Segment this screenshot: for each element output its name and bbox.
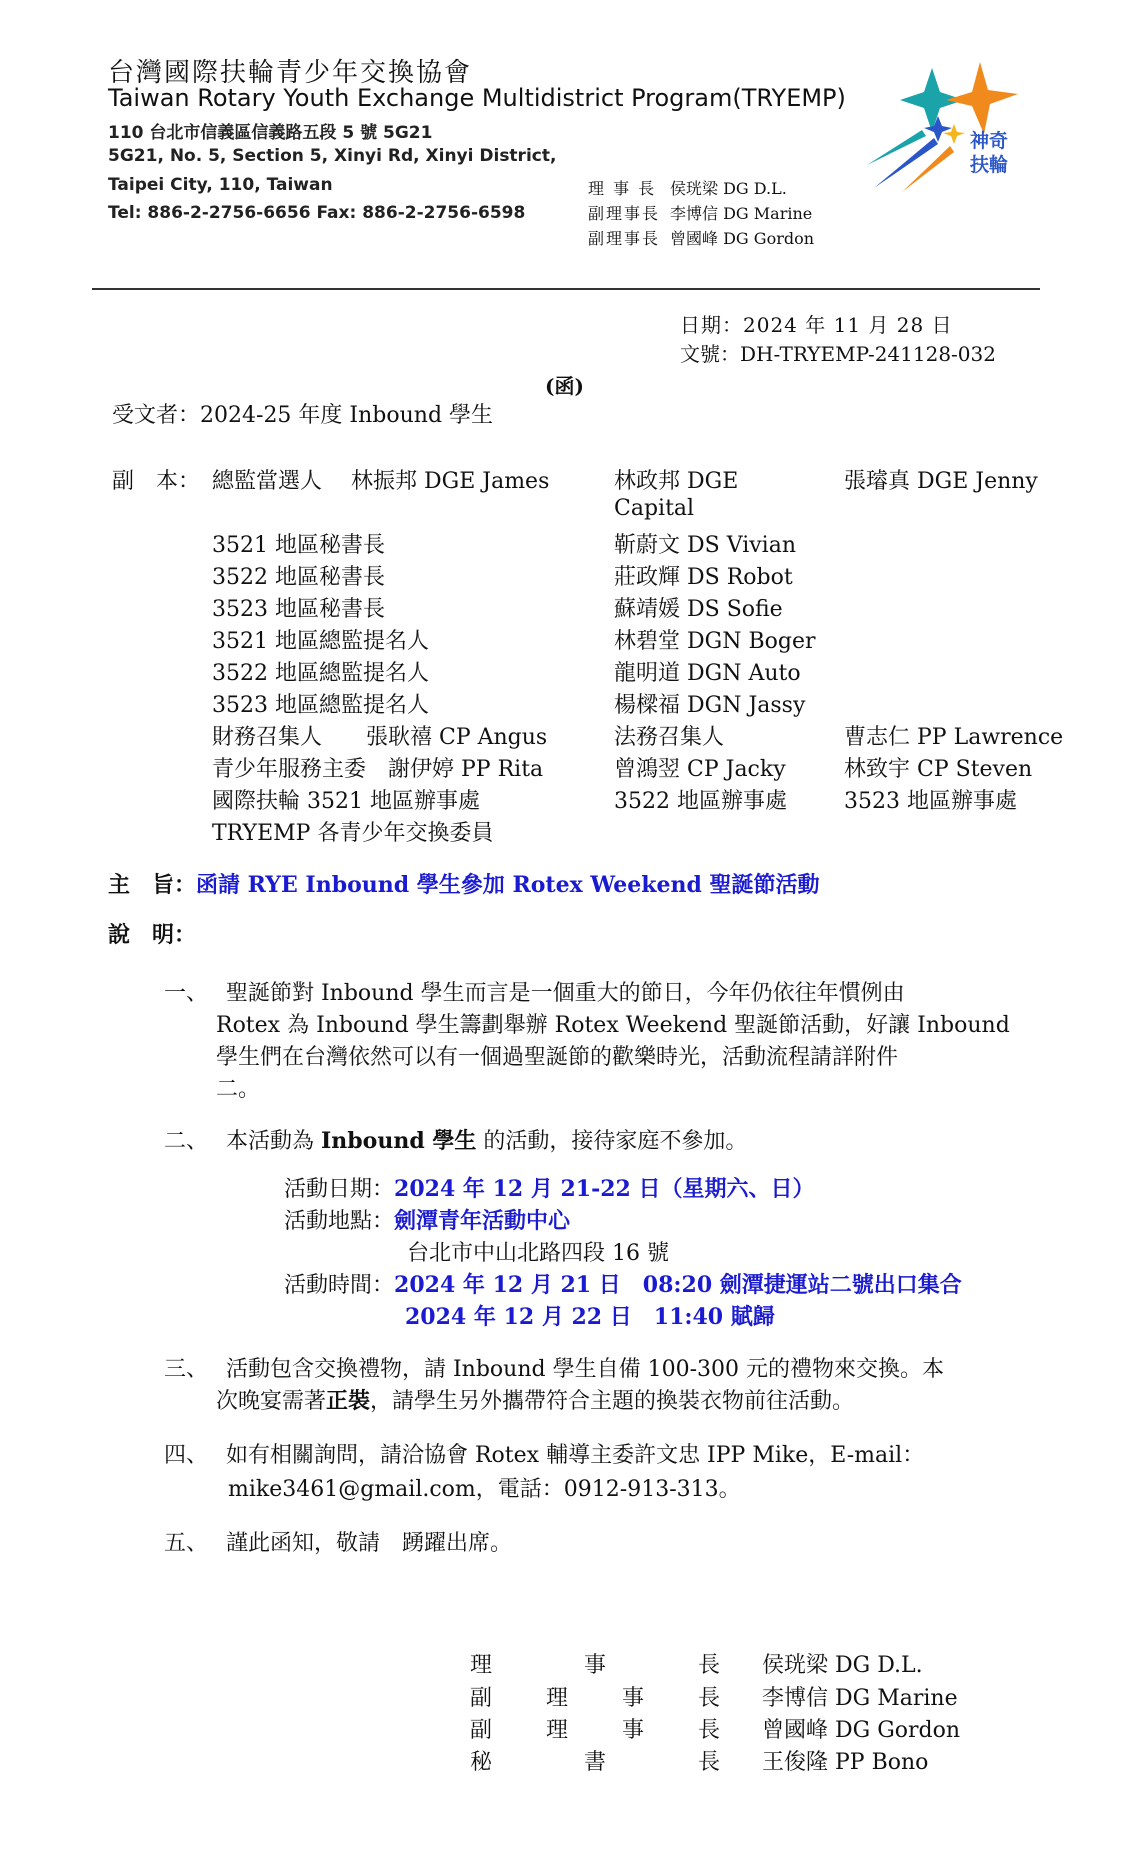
event-date-label: 活動日期：	[284, 1177, 395, 1202]
signature-title	[470, 1681, 720, 1712]
cc-entry: 法務召集人	[614, 725, 725, 750]
signature-row	[470, 1648, 923, 1679]
logo-text: 扶輪	[970, 154, 1009, 176]
item-one-line: Rotex 為 Inbound 學生籌劃舉辦 Rotex Weekend 聖誕節活動，好讓 Inbound	[216, 1013, 1010, 1038]
cc-entry: 3522 地區總監提名人	[212, 661, 429, 686]
address-line: 110 台北市信義區信義路五段 5 號 5G21	[108, 123, 433, 143]
recipient-value: 2024-25 年度 Inbound 學生	[200, 403, 494, 428]
event-time-label: 活動時間：	[284, 1273, 395, 1298]
signature-title	[470, 1648, 720, 1679]
cc-entry: 曹志仁 PP Lawrence	[844, 725, 1064, 750]
header-officer	[588, 176, 787, 199]
cc-entry: 總監當選人 林振邦 DGE James	[212, 469, 550, 494]
signature-title-char: 副	[470, 1686, 493, 1711]
signature-title-char: 事	[621, 1718, 644, 1743]
cc-entry: 曾鴻翌 CP Jacky	[614, 757, 786, 782]
signature-title-char: 秘	[470, 1750, 493, 1775]
item-two-pre: 本活動為	[226, 1129, 315, 1154]
officer-name: 侯珖梁 DG D.L.	[670, 179, 787, 198]
event-date	[284, 1172, 815, 1203]
address-line: Taipei City, 110, Taiwan	[108, 175, 333, 195]
signature-row	[470, 1713, 960, 1744]
signature-name: 曾國峰 DG Gordon	[762, 1718, 961, 1743]
signature-title-char: 理	[545, 1718, 568, 1743]
cc-entry: 3523 地區秘書長	[212, 597, 385, 622]
org-name-en: Taiwan Rotary Youth Exchange Multidistrict Program(TRYEMP)	[108, 84, 846, 112]
signature-title-char: 副	[470, 1718, 493, 1743]
cc-entry: 國際扶輪 3521 地區辦事處	[212, 789, 480, 814]
item-five-text: 謹此函知，敬請 踴躍出席。	[226, 1531, 513, 1556]
cc-label: 副 本：	[112, 469, 201, 494]
cc-entry: 林致宇 CP Steven	[844, 757, 1033, 782]
header-officer	[588, 226, 814, 249]
signature-title	[470, 1713, 720, 1744]
event-time-value: 2024 年 12 月 22 日 11:40 賦歸	[405, 1304, 775, 1330]
subject	[108, 868, 820, 899]
signature-name: 王俊隆 PP Bono	[762, 1750, 929, 1775]
signature-row	[470, 1745, 928, 1776]
cc-entry: 青少年服務主委 謝伊婷 PP Rita	[212, 757, 544, 782]
recipient-label: 受文者：	[112, 403, 201, 428]
event-date-value: 2024 年 12 月 21-22 日（星期六、日）	[394, 1176, 815, 1202]
officer-name: 李博信 DG Marine	[670, 204, 813, 223]
signature-title-char: 長	[697, 1653, 720, 1678]
officer-title: 理 事 長	[588, 179, 657, 198]
cc-entry: Capital	[614, 496, 695, 521]
cc-entry: 林碧堂 DGN Boger	[614, 629, 816, 654]
cc-entry: TRYEMP 各青少年交換委員	[212, 821, 494, 846]
signature-name: 李博信 DG Marine	[762, 1686, 958, 1711]
cc-entry: 楊樑福 DGN Jassy	[614, 693, 806, 718]
cc-entry: 靳蔚文 DS Vivian	[614, 533, 796, 558]
contact-line: Tel: 886-2-2756-6656 Fax: 886-2-2756-6598	[108, 203, 526, 223]
item-one-line: 聖誕節對 Inbound 學生而言是一個重大的節日，今年仍依往年慣例由	[226, 981, 905, 1006]
item-number: 二、	[164, 1129, 209, 1154]
officer-title: 副理事長	[588, 204, 661, 223]
org-name-zh: 台灣國際扶輪青少年交換協會	[108, 58, 473, 88]
explain-label: 說 明：	[108, 922, 197, 948]
signature-title-char: 長	[697, 1718, 720, 1743]
signature-row	[470, 1681, 958, 1712]
item-two-text	[226, 1124, 747, 1155]
cc-entry: 張璿真 DGE Jenny	[844, 469, 1038, 494]
cc-entry: 蘇靖媛 DS Sofie	[614, 597, 783, 622]
cc-entry: 3522 地區辦事處	[614, 789, 787, 814]
header-divider	[92, 288, 1040, 290]
signature-title-char: 事	[583, 1653, 606, 1678]
event-address: 台北市中山北路四段 16 號	[407, 1241, 669, 1266]
recipient	[112, 398, 493, 429]
header-officer	[588, 201, 812, 224]
signature-title-char: 理	[545, 1686, 568, 1711]
item-two-bold: Inbound 學生	[321, 1128, 477, 1154]
item-number: 五、	[164, 1531, 209, 1556]
item-three-line	[216, 1384, 854, 1415]
signature-title-char: 長	[697, 1750, 720, 1775]
cc-entry: 3523 地區總監提名人	[212, 693, 429, 718]
signature-title-char: 書	[583, 1750, 606, 1775]
item-four-line: 如有相關詢問，請洽協會 Rotex 輔導主委許文忠 IPP Mike，E-mail：	[226, 1443, 925, 1468]
signature-title-char: 長	[697, 1686, 720, 1711]
item-one-line: 二。	[216, 1077, 261, 1102]
item-three-line: 活動包含交換禮物，請 Inbound 學生自備 100-300 元的禮物來交換。本	[226, 1357, 944, 1382]
item-number: 四、	[164, 1443, 209, 1468]
cc-entry: 3523 地區辦事處	[844, 789, 1017, 814]
doc-date: 日期：2024 年 11 月 28 日	[680, 313, 953, 337]
cc-entry: 3522 地區秘書長	[212, 565, 385, 590]
subject-text: 函請 RYE Inbound 學生參加 Rotex Weekend 聖誕節活動	[196, 872, 820, 898]
subject-label: 主 旨：	[108, 872, 197, 898]
org-logo	[862, 60, 1032, 200]
event-place	[284, 1204, 570, 1235]
doc-number: 文號：DH-TRYEMP-241128-032	[680, 342, 996, 366]
item-three-pre: 次晚宴需著	[216, 1389, 327, 1414]
signature-title-char: 事	[621, 1686, 644, 1711]
cc-entry: 龍明道 DGN Auto	[614, 661, 801, 686]
item-three-post: ，請學生另外攜帶符合主題的換裝衣物前往活動。	[370, 1389, 855, 1414]
doc-type: (函)	[545, 374, 584, 398]
signature-name: 侯珖梁 DG D.L.	[762, 1653, 923, 1678]
item-four-line: mike3461@gmail.com，電話：0912-913-313。	[228, 1477, 741, 1502]
event-place-label: 活動地點：	[284, 1209, 395, 1234]
item-number: 三、	[164, 1357, 209, 1382]
event-time-value: 2024 年 12 月 21 日 08:20 劍潭捷運站二號出口集合	[394, 1272, 962, 1298]
signature-title	[470, 1745, 720, 1776]
item-three-bold: 正裝	[326, 1388, 371, 1414]
cc-entry: 3521 地區總監提名人	[212, 629, 429, 654]
address-line: 5G21, No. 5, Section 5, Xinyi Rd, Xinyi District,	[108, 146, 557, 166]
cc-entry: 林政邦 DGE	[614, 469, 739, 494]
officer-title: 副理事長	[588, 229, 661, 248]
cc-entry: 莊政輝 DS Robot	[614, 565, 793, 590]
event-time	[284, 1268, 962, 1299]
signature-title-char: 理	[470, 1653, 493, 1678]
officer-name: 曾國峰 DG Gordon	[670, 229, 815, 248]
logo-text: 神奇	[970, 130, 1009, 152]
item-number: 一、	[164, 981, 209, 1006]
cc-entry: 3521 地區秘書長	[212, 533, 385, 558]
item-one-line: 學生們在台灣依然可以有一個過聖誕節的歡樂時光，活動流程請詳附件	[216, 1045, 899, 1070]
item-two-post: 的活動，接待家庭不參加。	[483, 1129, 748, 1154]
event-place-value: 劍潭青年活動中心	[394, 1208, 571, 1234]
cc-entry: 財務召集人 張耿禧 CP Angus	[212, 725, 548, 750]
